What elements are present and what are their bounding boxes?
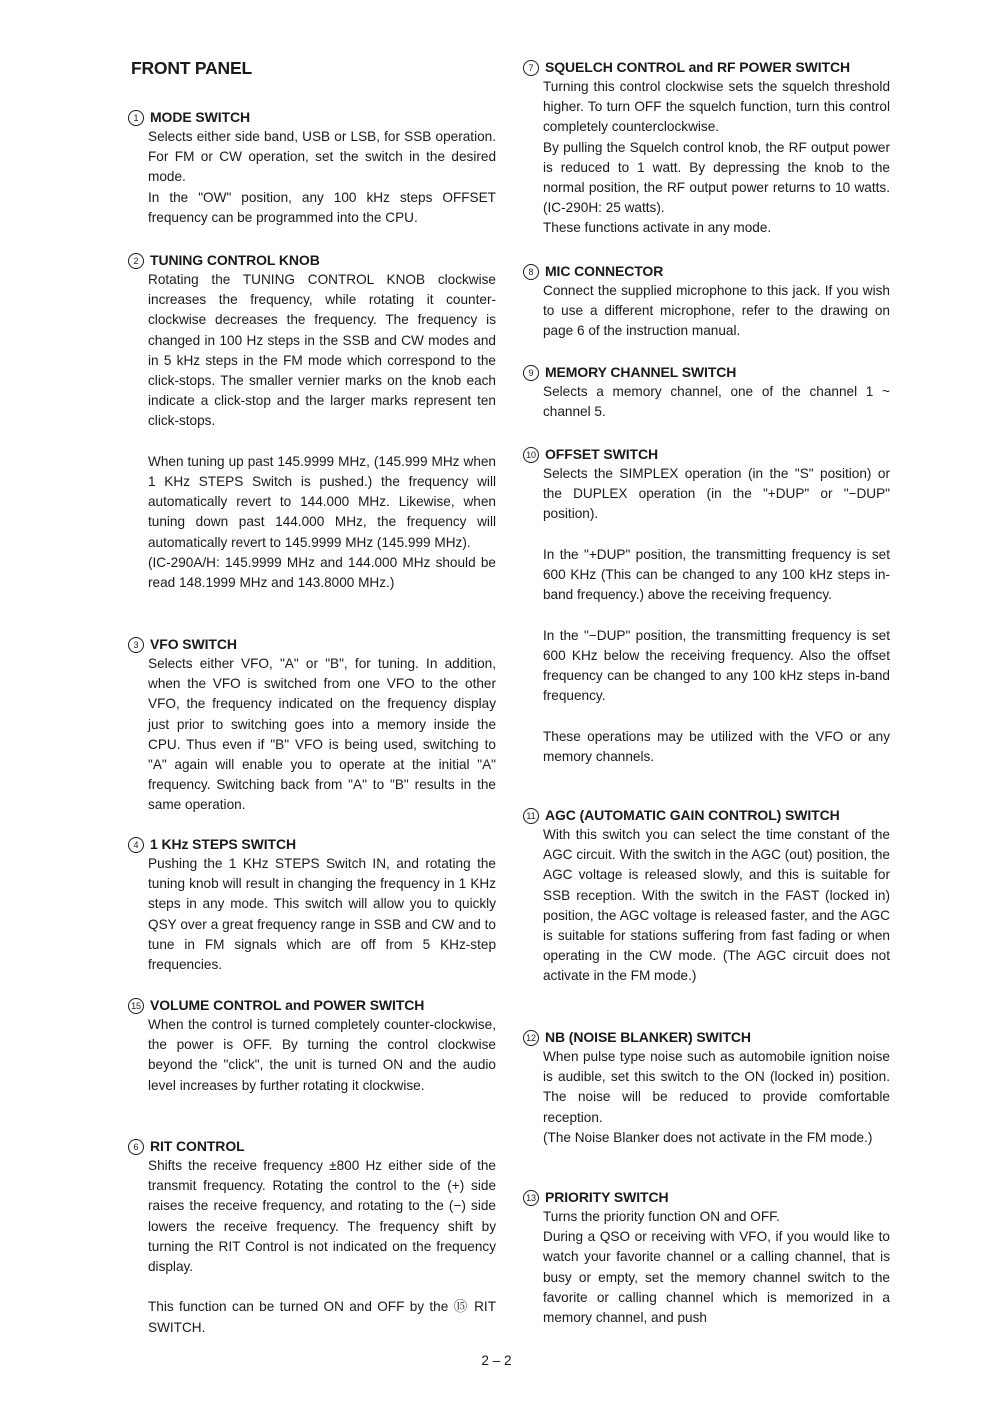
paragraph: Pushing the 1 KHz STEPS Switch IN, and rotating the tuning knob will result in changing the frequency in 1 KHz steps in any mode. This switch will allow you to quickly QSY over a great frequency range in SSB and CW and to tune in FM signals which are off from 5 KHz-step frequencies. [148, 856, 496, 973]
paragraph: Turning this control clockwise sets the squelch threshold higher. To turn OFF the squelch function, turn this control completely counterclockwise. [543, 79, 890, 135]
section-heading: VFO SWITCH [150, 636, 237, 652]
section-heading: MODE SWITCH [150, 109, 251, 125]
item-number: 12 [523, 1030, 539, 1046]
item-number: 10 [523, 447, 539, 463]
section-heading: TUNING CONTROL KNOB [150, 252, 320, 268]
section-heading: SQUELCH CONTROL and RF POWER SWITCH [545, 59, 851, 75]
item-number: 15 [128, 998, 144, 1014]
paragraph: With this switch you can select the time constant of the AGC circuit. With the switch in the AGC (out) position, the AGC voltage is released slowly, and this is suitable for SSB reception. With the switch in the FAST (locked in) position, the AGC voltage is released faster, and the AGC is suitable for stations suffering from fast fading or when operating in the CW mode. (The AGC circuit does not activate in the FM mode.) [543, 827, 890, 984]
paragraph: In the "OW" position, any 100 kHz steps OFFSET frequency can be programmed into the CPU. [148, 189, 496, 225]
paragraph: Selects a memory channel, one of the channel 1 ~ channel 5. [543, 384, 890, 420]
paragraph: These functions activate in any mode. [543, 220, 772, 236]
paragraph: In the "−DUP" position, the transmitting frequency is set 600 KHz below the receiving frequency. Also the offset frequency can be changed to any 100 kHz steps in-band frequency. [543, 627, 890, 704]
section-noise-blanker-switch [526, 1027, 890, 1148]
item-number: 7 [523, 60, 539, 76]
section-rit-control [133, 1136, 496, 1338]
paragraph: Selects either side band, USB or LSB, for SSB operation. For FM or CW operation, set the switch in the desired mode. [148, 129, 496, 185]
paragraph: (IC-290A/H: 145.9999 MHz and 144.000 MHz should be read 148.1999 MHz and 143.8000 MHz.) [148, 554, 496, 591]
section-agc-switch [526, 805, 890, 987]
paragraph: Rotating the TUNING CONTROL KNOB clockwise increases the frequency, while rotating it counter-clockwise decreases the frequency. The frequency is changed in 100 Hz steps in the SSB and CW modes and in 5 kHz steps in the FM mode which correspond to the click-stops. The smaller vernier marks on the knob each indicate a click-stop and the larger marks represent ten click-stops. [148, 272, 496, 429]
paragraph: When the control is turned completely counter-clockwise, the power is OFF. By turning the control clockwise beyond the "click", the unit is turned ON and the audio level increases by further rotating it clockwise. [148, 1017, 496, 1093]
paragraph: Selects either VFO, "A" or "B", for tuning. In addition, when the VFO is switched from one VFO to the other VFO, the frequency indicated on the frequency display just prior to switching goes into a memory inside the CPU. Thus even if "B" VFO is being used, switching to "A" again will enable you to operate at the initial "A" frequency. Switching back from "A" to "B" results in the same operation. [148, 656, 496, 813]
section-heading: 1 KHz STEPS SWITCH [150, 836, 296, 852]
item-number: 11 [523, 808, 539, 824]
page-title: FRONT PANEL [131, 58, 252, 78]
item-number: 2 [128, 253, 144, 269]
item-number: 8 [523, 264, 539, 280]
section-tuning-control-knob [133, 250, 496, 593]
item-number: 13 [523, 1190, 539, 1206]
paragraph: This function can be turned ON and OFF by the ⑮ RIT SWITCH. [148, 1299, 496, 1335]
paragraph: Turns the priority function ON and OFF. [543, 1209, 780, 1224]
section-priority-switch [526, 1187, 890, 1328]
paragraph: During a QSO or receiving with VFO, if you would like to watch your favorite channel or a calling channel, that is busy or empty, set the memory channel switch to the favorite or calling channel which is memorized in a memory channel, and push [543, 1229, 890, 1326]
section-heading: AGC (AUTOMATIC GAIN CONTROL) SWITCH [545, 807, 840, 823]
paragraph: These operations may be utilized with the VFO or any memory channels. [543, 728, 890, 764]
item-number: 9 [523, 365, 539, 381]
item-number: 4 [128, 837, 144, 853]
section-heading: OFFSET SWITCH [545, 446, 659, 462]
section-1khz-steps-switch [133, 834, 496, 975]
paragraph: When tuning up past 145.9999 MHz, (145.999 MHz when 1 KHz STEPS Switch is pushed.) the frequency will automatically revert to 144.000 MHz. Likewise, when tuning down past 144.000 MHz, the frequency will automatically revert to 145.9999 MHz (145.999 MHz). [148, 453, 496, 550]
section-heading: RIT CONTROL [150, 1138, 245, 1154]
page-number: 2 – 2 [481, 1353, 512, 1368]
section-volume-control [131, 995, 496, 1096]
paragraph: In the "+DUP" position, the transmitting frequency is set 600 KHz (This can be changed to any 100 kHz steps in-band frequency.) above the receiving frequency. [543, 546, 890, 603]
paragraph: When pulse type noise such as automobile ignition noise is audible, set this switch to the ON (locked in) position. The noise will be reduced to provide comfortable reception. [543, 1049, 890, 1125]
section-memory-channel-switch [528, 362, 890, 422]
section-heading: NB (NOISE BLANKER) SWITCH [545, 1029, 751, 1045]
paragraph: Connect the supplied microphone to this jack. If you wish to use a different microphone, refer to the drawing on page 6 of the instruction manual. [543, 283, 890, 339]
paragraph: By pulling the Squelch control knob, the RF output power is reduced to 1 watt. By depressing the knob to the normal position, the RF output power returns to 10 watts. (IC-290H: 25 watts). [543, 139, 890, 216]
section-mic-connector [528, 261, 890, 342]
paragraph: (The Noise Blanker does not activate in the FM mode.) [543, 1129, 873, 1145]
paragraph: Selects the SIMPLEX operation (in the "S" position) or the DUPLEX operation (in the "+DUP" or "−DUP" position). [543, 466, 890, 522]
paragraph: Shifts the receive frequency ±800 Hz either side of the transmit frequency. Rotating the control to the (+) side raises the receive frequency, and rotating to the (−) side lowers the receive frequency. The frequency shift by turning the RIT Control is not indicated on the frequency display. [148, 1158, 496, 1275]
section-vfo-switch [133, 634, 496, 816]
section-heading: PRIORITY SWITCH [545, 1189, 669, 1205]
section-heading: MIC CONNECTOR [545, 263, 664, 279]
section-heading: VOLUME CONTROL and POWER SWITCH [150, 997, 425, 1013]
section-offset-switch [526, 444, 890, 767]
section-mode-switch [133, 107, 496, 228]
item-number: 3 [128, 637, 144, 653]
section-squelch-control [528, 57, 890, 239]
item-number: 6 [128, 1139, 144, 1155]
section-heading: MEMORY CHANNEL SWITCH [545, 364, 737, 380]
item-number: 1 [128, 110, 144, 126]
